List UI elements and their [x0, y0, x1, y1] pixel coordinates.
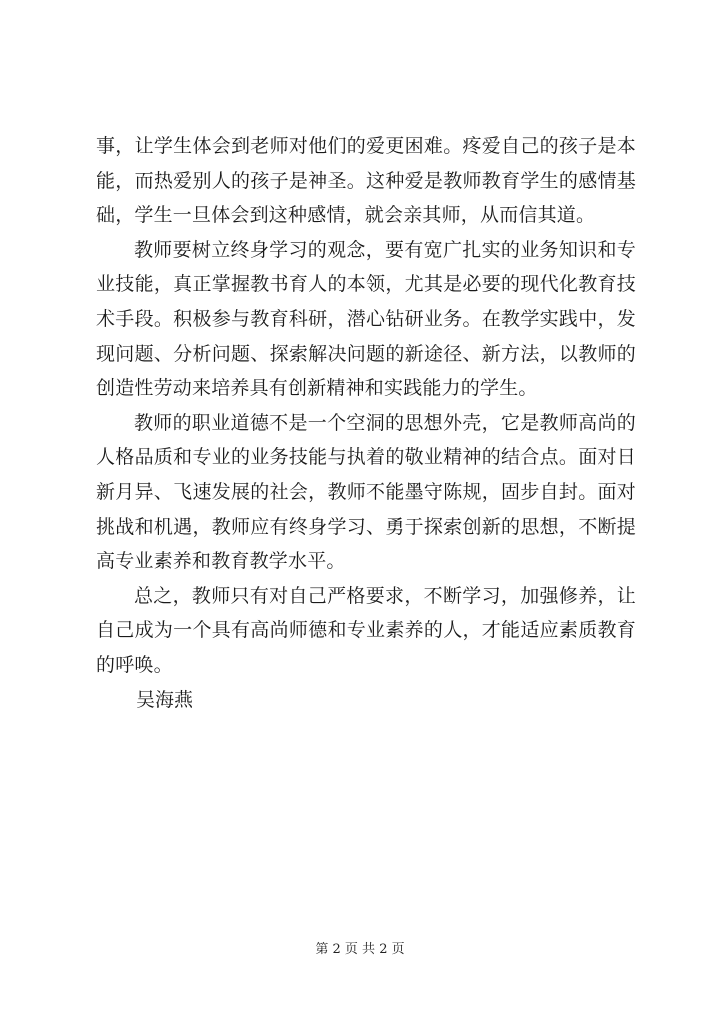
- paragraph-2: 教师要树立终身学习的观念，要有宽广扎实的业务知识和专业技能，真正掌握教书育人的本领，尤其是必要的现代化教育技术手段。积极参与教育科研，潜心钻研业务。在教学实践中，发现问题、分析问题、探索解决问题的新途径、新方法，以教师的创造性劳动来培养具有创新精神和实践能力的学生。: [96, 238, 636, 400]
- paragraph-3: 教师的职业道德不是一个空洞的思想外壳，它是教师高尚的人格品质和专业的业务技能与执着的敬业精神的结合点。面对日新月异、飞速发展的社会，教师不能墨守陈规，固步自封。面对挑战和机遇，教师应有终身学习、勇于探索创新的思想，不断提高专业素养和教育教学水平。: [96, 411, 636, 573]
- paragraph-4: 总之，教师只有对自己严格要求，不断学习，加强修养，让自己成为一个具有高尚师德和专业素养的人，才能适应素质教育的呼唤。: [96, 584, 636, 676]
- author-signature: 吴海燕: [136, 688, 194, 711]
- paragraph-1: 事，让学生体会到老师对他们的爱更困难。疼爱自己的孩子是本能，而热爱别人的孩子是神圣。这种爱是教师教育学生的感情基础，学生一旦体会到这种感情，就会亲其师，从而信其道。: [96, 135, 636, 227]
- page-footer: 第 2 页 共 2 页: [315, 942, 405, 957]
- document-body: [96, 129, 636, 717]
